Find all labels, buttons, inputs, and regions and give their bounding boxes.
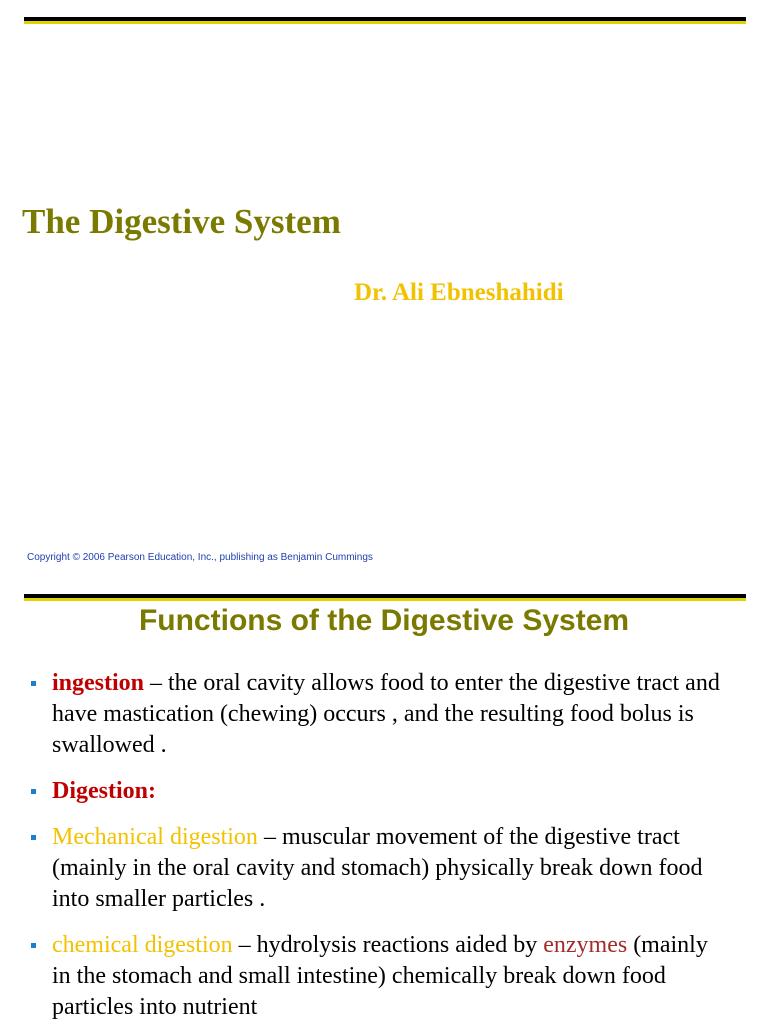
list-item-digestion [30, 776, 730, 807]
mechanical-digestion-description: – muscular movement of the digestive tract (mainly in the oral cavity and stomach) physically break down food into smaller particles . [52, 824, 703, 912]
bullet-square-icon [31, 681, 36, 686]
ingestion-description: – the oral cavity allows food to enter the digestive tract and have mastication (chewing) occurs , and the resulting food bolus is swallowed . [52, 670, 720, 758]
term-chemical-digestion: chemical digestion [52, 932, 233, 958]
slide-1-title: The Digestive System [22, 202, 341, 241]
list-item-ingestion [30, 668, 730, 761]
term-ingestion: ingestion [52, 670, 145, 696]
slide-1-author: Dr. Ali Ebneshahidi [354, 279, 564, 306]
term-mechanical-digestion: Mechanical digestion [52, 824, 258, 850]
slide-2-divider-line [24, 594, 746, 598]
bullet-square-icon [31, 943, 36, 948]
copyright-notice: Copyright © 2006 Pearson Education, Inc., publishing as Benjamin Cummings [27, 552, 373, 563]
chemical-digestion-description-part-2: (mainly in the stomach and small intestine) chemically break down food particles into nutrient [52, 932, 708, 1020]
top-divider-line [24, 17, 746, 21]
bullet-square-icon [31, 835, 36, 840]
function-list [30, 668, 730, 1024]
chemical-digestion-description-part-1: – hydrolysis reactions aided by [232, 932, 544, 958]
term-digestion: Digestion: [52, 778, 156, 804]
bullet-square-icon [31, 789, 36, 794]
list-item-chemical-digestion [30, 930, 730, 1023]
list-item-mechanical-digestion [30, 822, 730, 915]
term-enzymes: enzymes [543, 932, 628, 958]
slide-2-title: Functions of the Digestive System [138, 604, 630, 637]
